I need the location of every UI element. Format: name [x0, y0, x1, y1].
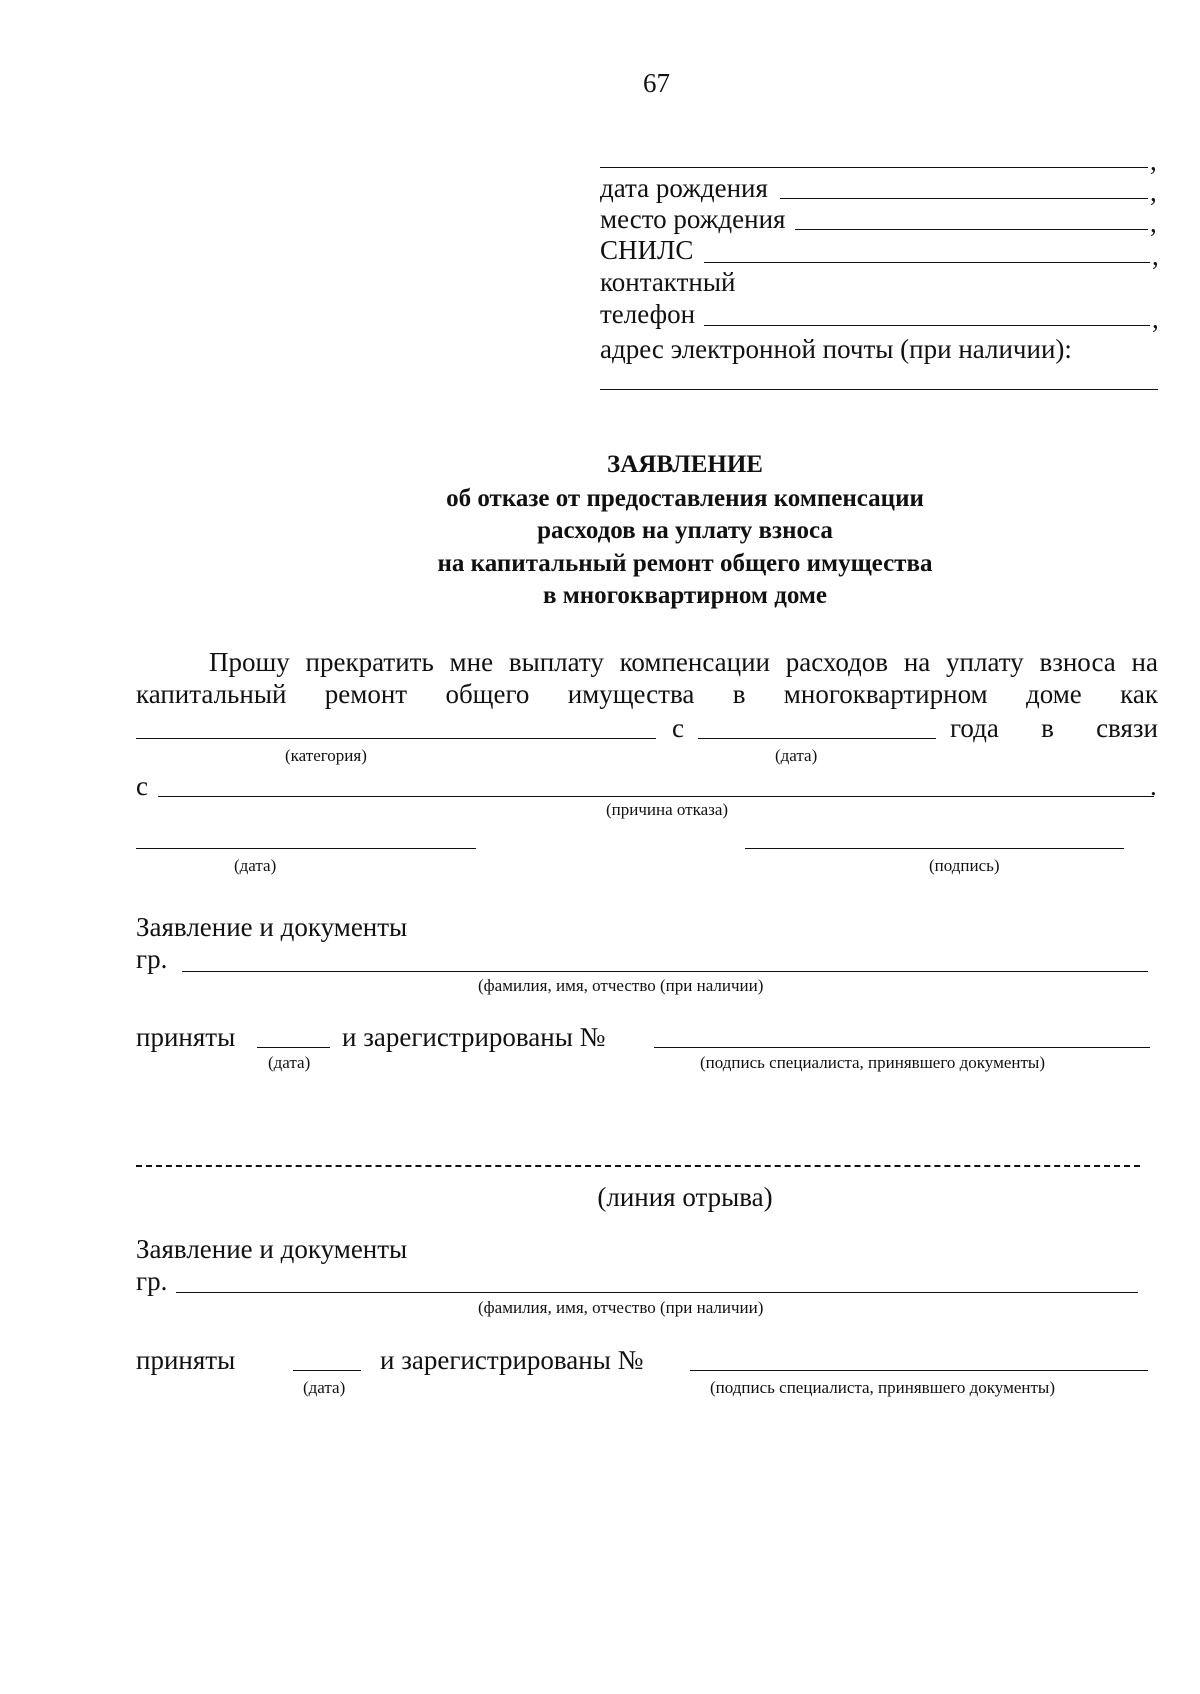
word: в: [732, 679, 746, 709]
doc-subtitle-1: об отказе от предоставления компенсации: [446, 485, 924, 512]
tear-off-dashed-line: [136, 1165, 1140, 1167]
request-text-line2: [136, 678, 1158, 710]
caption-date-4: (дата): [303, 1378, 346, 1397]
caption-date: (дата): [775, 746, 818, 765]
email-label: адрес электронной почты (при наличии):: [600, 334, 1072, 364]
word: имущества: [567, 679, 695, 709]
applicant-name-line: [600, 167, 1148, 168]
period: .: [1150, 771, 1157, 801]
birth-date-line: [780, 198, 1148, 199]
page-number: 67: [643, 68, 670, 98]
accepted-date-line: [293, 1370, 361, 1371]
caption-signature: (подпись): [929, 856, 1000, 875]
docs-label: Заявление и документы: [136, 912, 408, 942]
caption-date-2: (дата): [234, 856, 277, 875]
comma: ,: [1150, 208, 1157, 238]
accepted-label: приняты: [136, 1022, 236, 1052]
registered-label: и зарегистрированы №: [342, 1022, 606, 1052]
date-line: [136, 848, 476, 849]
word: связи: [1096, 713, 1158, 743]
word: доме: [1026, 679, 1082, 709]
request-text-line1: Прошу прекратить мне выплату компенсации расходов на уплату взноса на: [209, 647, 1158, 677]
doc-subtitle-3: на капитальный ремонт общего имущества: [437, 550, 933, 577]
birth-date-label: дата рождения: [600, 173, 768, 203]
email-line: [600, 389, 1158, 390]
caption-category: (категория): [285, 746, 367, 765]
doc-subtitle-4: в многоквартирном доме: [543, 582, 827, 609]
accepted-date-line: [257, 1047, 330, 1048]
word: года: [950, 713, 999, 743]
caption-specialist: (подпись специалиста, принявшего документы): [710, 1378, 1055, 1397]
word: общего: [445, 679, 530, 709]
category-line: [136, 738, 656, 739]
comma: ,: [1150, 146, 1157, 176]
doc-subtitle-2: расходов на уплату взноса: [537, 517, 833, 544]
word: капитальный: [136, 679, 287, 709]
doc-title: ЗАЯВЛЕНИЕ: [607, 451, 763, 478]
caption-fio: (фамилия, имя, отчество (при наличии): [478, 1298, 764, 1317]
caption-fio: (фамилия, имя, отчество (при наличии): [478, 976, 764, 995]
fio-line: [176, 1292, 1138, 1293]
reason-line: [158, 796, 1154, 797]
fio-line: [182, 971, 1148, 972]
accepted-label: приняты: [136, 1345, 236, 1375]
word: как: [1120, 679, 1158, 709]
birth-place-label: место рождения: [600, 204, 786, 234]
tear-line-label: (линия отрыва): [597, 1182, 773, 1212]
word: ремонт: [324, 679, 408, 709]
word: многоквартирном: [783, 679, 988, 709]
with-label: с: [136, 771, 148, 801]
registered-label: и зарегистрированы №: [380, 1345, 644, 1375]
from-label: с: [672, 713, 684, 743]
snils-label: СНИЛС: [600, 235, 694, 265]
start-date-line: [698, 738, 936, 739]
caption-date-3: (дата): [268, 1053, 311, 1072]
snils-line: [704, 262, 1150, 263]
specialist-signature-line: [690, 1370, 1148, 1371]
year-reason-words: [950, 712, 1158, 744]
citizen-label: гр.: [136, 1266, 168, 1296]
phone-label-1: контактный: [600, 267, 736, 297]
phone-line: [704, 325, 1150, 326]
specialist-signature-line: [654, 1047, 1150, 1048]
birth-place-line: [795, 229, 1148, 230]
caption-reason: (причина отказа): [606, 800, 729, 819]
comma: ,: [1152, 304, 1159, 334]
phone-label-2: телефон: [600, 299, 696, 329]
comma: ,: [1152, 241, 1159, 271]
comma: ,: [1150, 177, 1157, 207]
word: в: [1041, 713, 1054, 743]
docs-label: Заявление и документы: [136, 1234, 408, 1264]
citizen-label: гр.: [136, 944, 168, 974]
signature-line: [745, 848, 1124, 849]
caption-specialist: (подпись специалиста, принявшего документы): [700, 1053, 1045, 1072]
